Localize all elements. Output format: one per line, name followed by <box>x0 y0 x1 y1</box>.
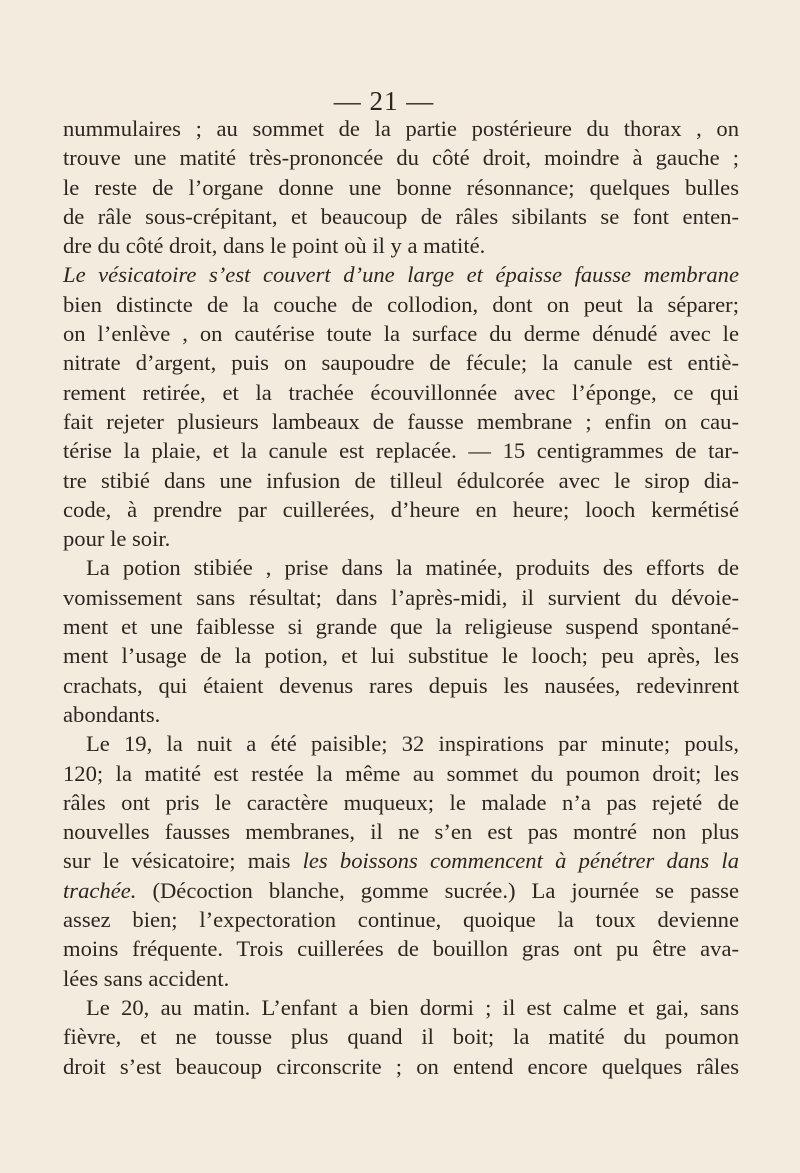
text-line: 120; la matité est restée la même au sommet du poumon droit; les <box>63 760 739 786</box>
italic-segment: trachée. <box>63 877 137 903</box>
text-line-mixed <box>63 846 739 875</box>
text-line: de râle sous-crépitant, et beaucoup de râles sibilants se font enten- <box>63 203 739 229</box>
text-line: nitrate d’argent, puis on saupoudre de fécule; la canule est entiè- <box>63 350 739 376</box>
text-line: trouve une matité très-prononcée du côté droit, moindre à gauche ; <box>63 145 739 171</box>
text-line: fièvre, et ne tousse plus quand il boit; la matité du poumon <box>63 1024 739 1050</box>
text-line: nummulaires ; au sommet de la partie postérieure du thorax , on <box>63 116 739 141</box>
text-line: ment et une faiblesse si grande que la religieuse suspend spontané- <box>63 614 739 640</box>
text-line: on l’enlève , on cautérise toute la surface du derme dénudé avec le <box>63 321 739 347</box>
text-line-italic: Le vésicatoire s’est couvert d’une large et épaisse fausse membrane <box>63 262 739 288</box>
text-line: râles ont pris le caractère muqueux; le malade n’a pas rejeté de <box>63 789 739 815</box>
text-line: bien distincte de la couche de collodion, dont on peut la séparer; <box>63 291 739 317</box>
text-line: tre stibié dans une infusion de tilleul édulcorée avec le sirop dia- <box>63 467 739 493</box>
text-line: rement retirée, et la trachée écouvillonnée avec l’éponge, ce qui <box>63 379 739 405</box>
italic-segment: les boissons commencent à pénétrer dans la <box>302 848 739 874</box>
text-line: fait rejeter plusieurs lambeaux de fausse membrane ; enfin on cau- <box>63 408 739 434</box>
text-line: lées sans accident. <box>63 965 230 991</box>
text-line: le reste de l’organe donne une bonne résonnance; quelques bulles <box>63 174 739 200</box>
text-line: Le 19, la nuit a été paisible; 32 inspirations par minute; pouls, <box>86 731 739 757</box>
text-line: crachats, qui étaient devenus rares depuis les nausées, redevinrent <box>63 672 739 698</box>
text-line: assez bien; l’expectoration continue, quoique la toux devienne <box>63 907 739 933</box>
text-line: moins fréquente. Trois cuillerées de bouillon gras ont pu être ava- <box>63 936 739 962</box>
page-number: — 21 — <box>333 86 435 116</box>
text-line: ment l’usage de la potion, et lui substitue le looch; peu après, les <box>63 643 739 669</box>
text-line: pour le soir. <box>63 526 171 552</box>
text-line: Le 20, au matin. L’enfant a bien dormi ; il est calme et gai, sans <box>86 994 739 1020</box>
text-line: térise la plaie, et la canule est replacée. — 15 centigrammes de tar- <box>63 438 739 464</box>
body-text <box>63 114 739 1081</box>
text-line-mixed <box>63 876 739 905</box>
text-line: abondants. <box>63 701 161 727</box>
line-segment: sur le vésicatoire; mais <box>63 848 303 874</box>
text-line: nouvelles fausses membranes, il ne s’en est pas montré non plus <box>63 819 739 845</box>
text-line: La potion stibiée , prise dans la matinée, produits des efforts de <box>86 555 739 581</box>
text-line: dre du côté droit, dans le point où il y a matité. <box>63 233 486 259</box>
line-segment: (Décoction blanche, gomme sucrée.) La journée se passe <box>136 877 739 903</box>
text-line: vomissement sans résultat; dans l’après-midi, il survient du dévoie- <box>63 584 739 610</box>
text-line: code, à prendre par cuillerées, d’heure en heure; looch kermétisé <box>63 496 739 522</box>
text-line: droit s’est beaucoup circonscrite ; on entend encore quelques râles <box>63 1053 739 1079</box>
